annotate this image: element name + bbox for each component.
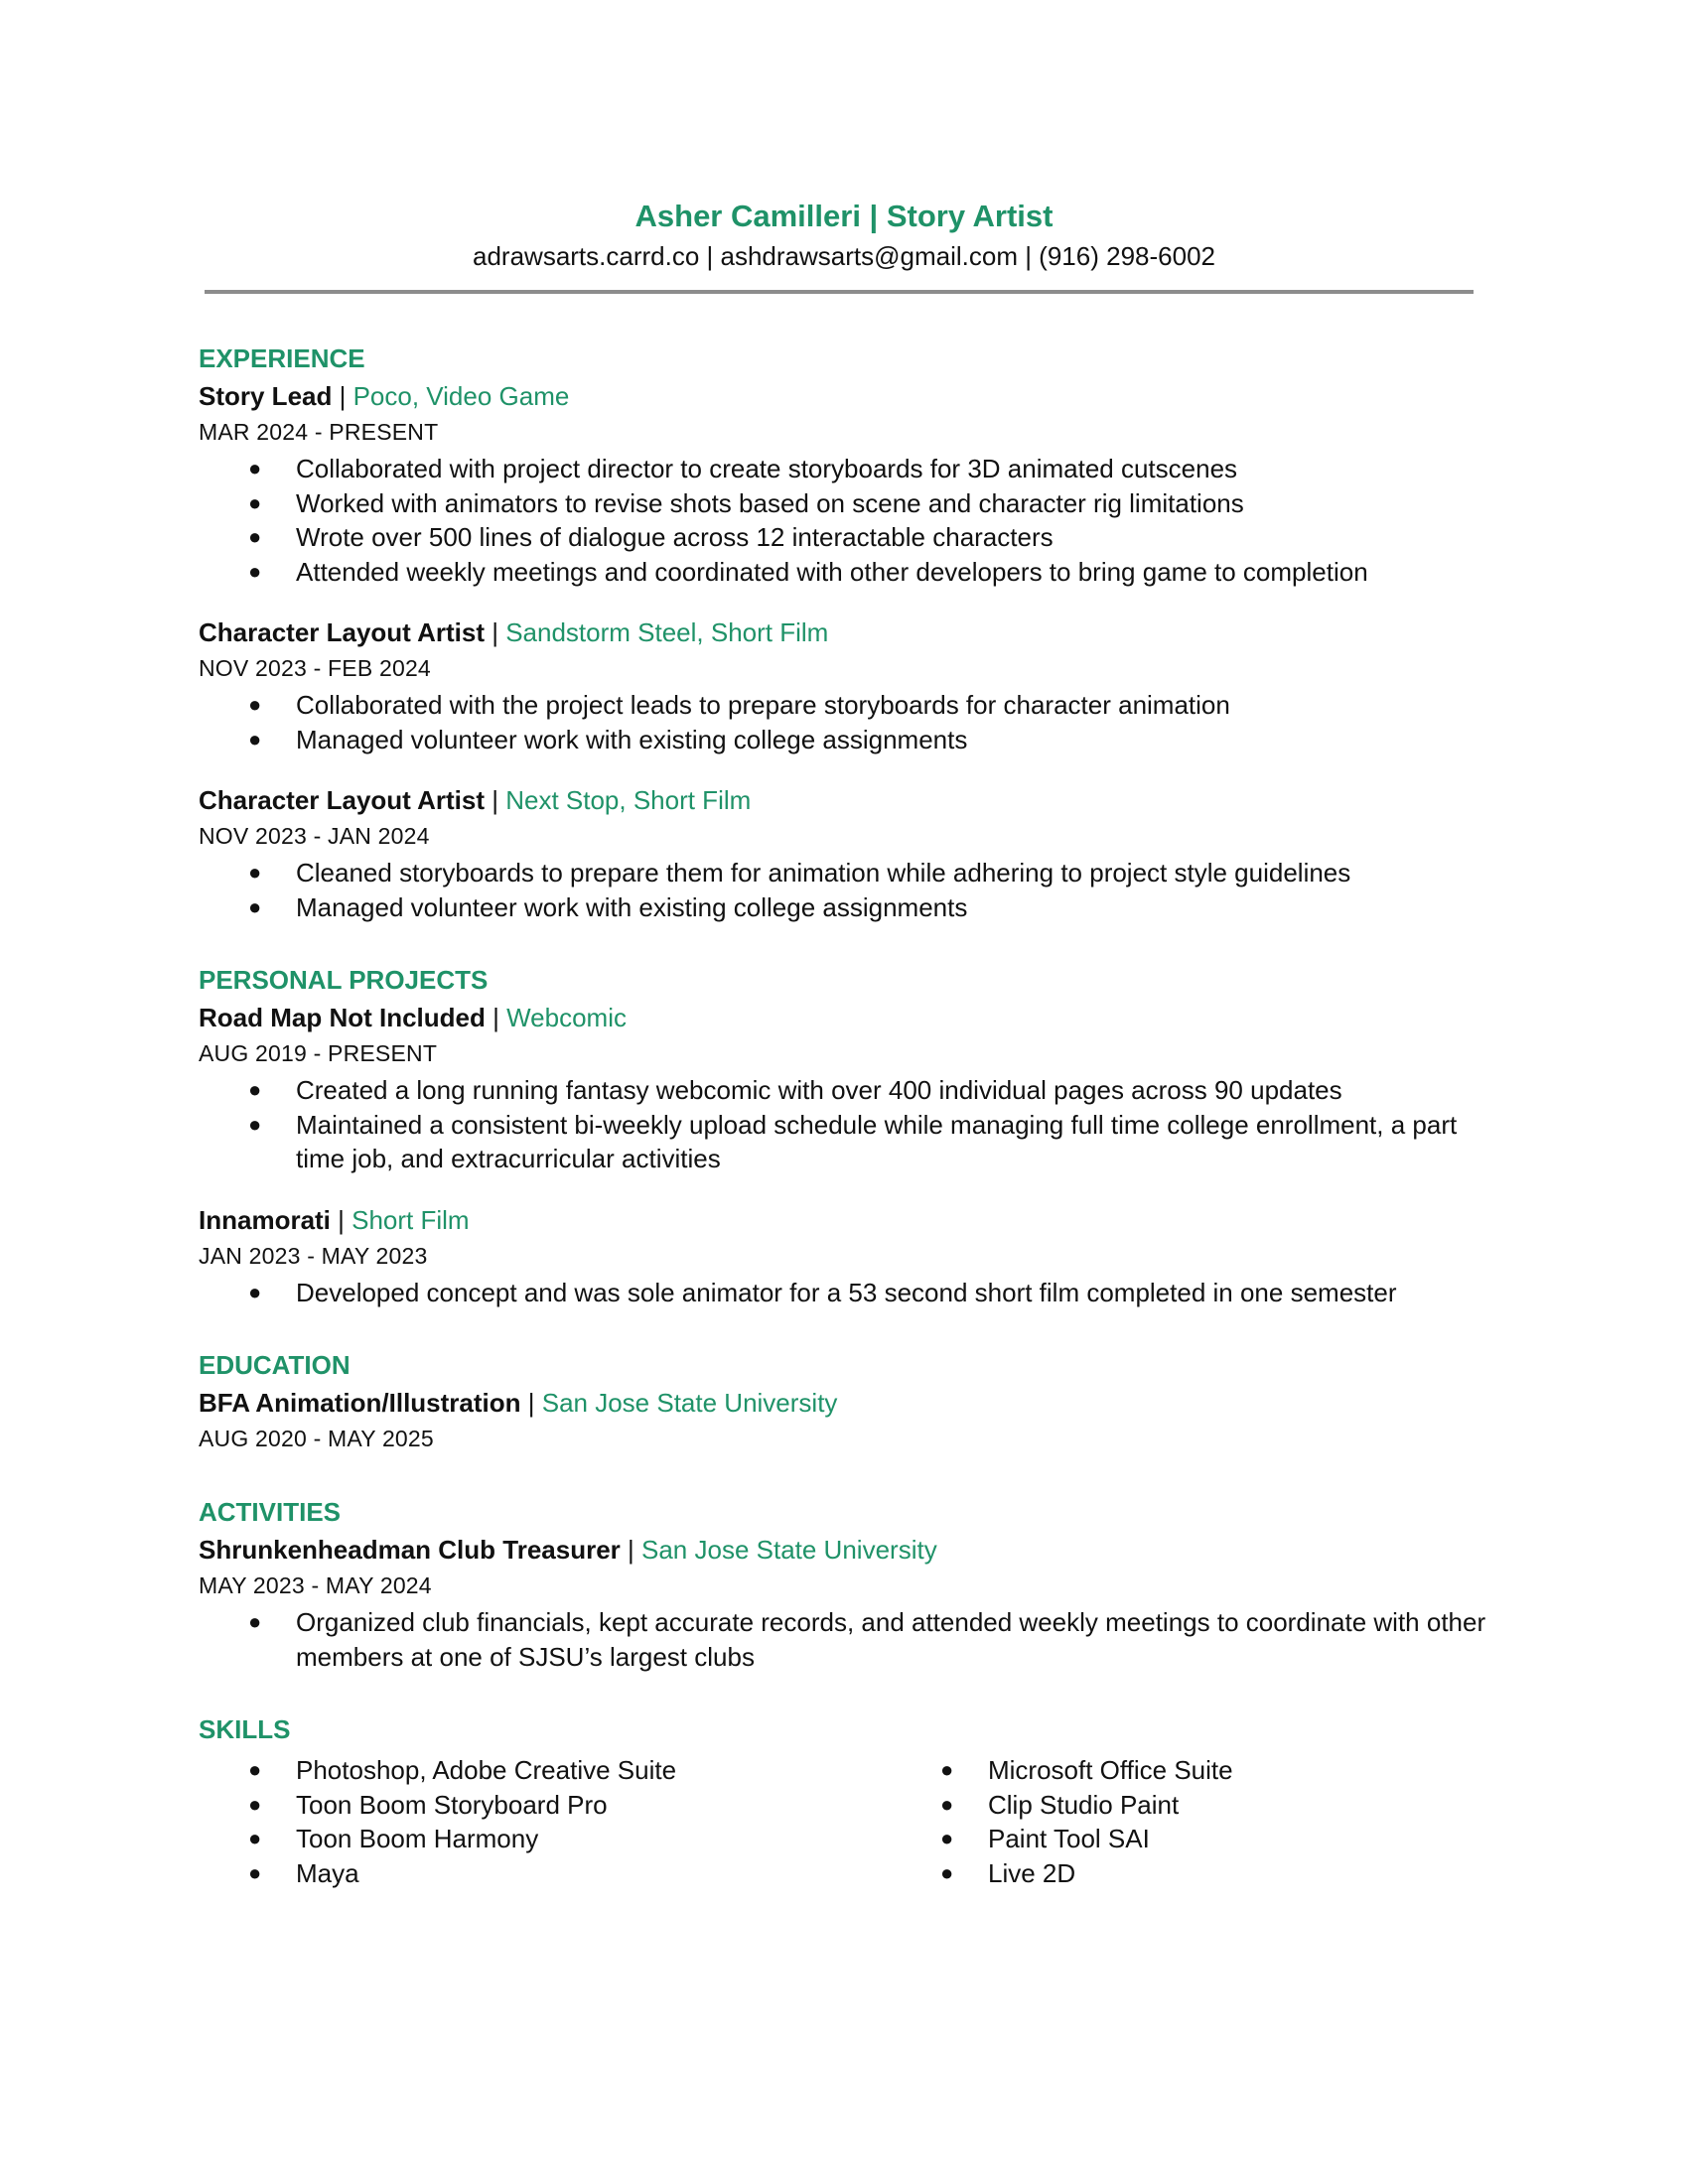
skill-item [199,1822,891,1856]
bullet-list [199,1073,1499,1176]
bullet-item [199,1276,1499,1310]
bullet-text: Collaborated with the project leads to prepare storyboards for character animation [296,690,1230,720]
section-heading: SKILLS [199,1714,291,1744]
entry-role: Shrunkenheadman Club Treasurer [199,1535,621,1565]
bullet-icon: ● [940,1826,954,1850]
skill-item [891,1856,1486,1891]
entry-dates: AUG 2020 - MAY 2025 [199,1426,434,1451]
bullet-list [199,452,1499,589]
bullet-text: Attended weekly meetings and coordinated with other developers to bring game to completion [296,556,1368,587]
bullet-text: Worked with animators to revise shots based on scene and character rig limitations [296,487,1244,518]
contact-line: adrawsarts.carrd.co | ashdrawsarts@gmail.com | (916) 298-6002 [473,241,1215,271]
entry-title [199,614,1499,650]
bullet-item [199,890,1499,925]
entry-title [199,378,1499,414]
entry-org: Webcomic [506,1003,627,1032]
bullet-item [199,555,1499,590]
section-heading: ACTIVITIES [199,1497,342,1527]
bullet-item [199,1108,1499,1176]
bullet-list [199,856,1499,924]
skill-text: Maya [296,1857,359,1888]
experience-entry [199,782,1499,924]
bullet-icon: ● [940,1791,954,1817]
bullet-icon: ● [248,860,262,885]
bullet-icon: ● [248,558,262,584]
education-section [199,1347,1499,1456]
bullet-icon: ● [248,1791,262,1817]
education-entry [199,1385,1499,1456]
experience-section [199,341,1499,924]
bullet-item [199,1605,1499,1674]
entry-role: Story Lead [199,381,333,411]
entry-dates: NOV 2023 - JAN 2024 [199,823,430,849]
skill-item [199,1753,891,1788]
bullet-icon: ● [248,893,262,919]
bullet-icon: ● [248,1279,262,1304]
entry-org: Sandstorm Steel, Short Film [505,617,829,647]
entry-role: Road Map Not Included [199,1003,486,1032]
bullet-text: Developed concept and was sole animator for a 53 second short film completed in one semester [296,1277,1397,1307]
entry-dates: JAN 2023 - MAY 2023 [199,1242,428,1269]
bullet-icon: ● [248,456,262,480]
resume-body [199,341,1499,1928]
bullet-text: Collaborated with project director to create storyboards for 3D animated cutscenes [296,454,1238,483]
bullet-icon: ● [248,1111,262,1137]
entry-title [199,1202,1499,1238]
entry-title [199,782,1499,818]
bullet-text: Managed volunteer work with existing college assignments [296,891,968,922]
entry-separator: | [485,1003,507,1032]
bullet-icon: ● [248,1826,262,1850]
entry-role: Character Layout Artist [199,785,485,815]
bullet-text: Organized club financials, kept accurate records, and attended weekly meetings to coordinate with other members at one of SJSU’s largest clubs [296,1607,1486,1672]
skill-item [891,1788,1486,1823]
section-heading: PERSONAL PROJECTS [199,965,489,995]
bullet-item [199,856,1499,890]
skill-text: Toon Boom Harmony [296,1824,539,1853]
header-divider [205,290,1474,294]
skills-list-left [199,1753,891,1890]
bullet-text: Cleaned storyboards to prepare them for animation while adhering to project style guidelines [296,858,1351,887]
entry-separator: | [332,381,353,411]
entry-title [199,1385,1499,1421]
entry-role: BFA Animation/Illustration [199,1388,521,1418]
resume-header [0,195,1688,274]
entry-separator: | [485,617,506,647]
bullet-icon: ● [248,726,262,751]
project-entry [199,1000,1499,1176]
bullet-list [199,1276,1499,1310]
bullet-icon: ● [248,1757,262,1782]
bullet-icon: ● [248,692,262,717]
bullet-icon: ● [248,1609,262,1634]
skill-text: Toon Boom Storyboard Pro [296,1789,608,1820]
bullet-text: Managed volunteer work with existing college assignments [296,724,968,754]
entry-role: Character Layout Artist [199,617,485,647]
project-entry [199,1202,1499,1310]
skill-text: Live 2D [988,1857,1076,1888]
activities-section [199,1494,1499,1674]
activity-entry [199,1532,1499,1674]
bullet-item [199,723,1499,757]
entry-org: San Jose State University [541,1388,838,1418]
entry-separator: | [485,785,506,815]
skill-text: Clip Studio Paint [988,1789,1180,1820]
entry-org: Short Film [352,1204,470,1235]
skills-section [199,1711,1499,1890]
skills-list-right [891,1753,1486,1890]
bullet-item [199,452,1499,486]
skill-item [891,1753,1486,1788]
entry-dates: MAR 2024 - PRESENT [199,419,439,445]
bullet-icon: ● [248,524,262,549]
bullet-text: Maintained a consistent bi-weekly upload schedule while managing full time college enrollment, a part time job, and extracurricular activities [296,1109,1458,1173]
bullet-text: Wrote over 500 lines of dialogue across 12 interactable characters [296,522,1054,552]
bullet-item [199,688,1499,723]
entry-title [199,1532,1499,1568]
skill-text: Microsoft Office Suite [988,1755,1233,1785]
bullet-icon: ● [248,1859,262,1885]
entry-org: San Jose State University [641,1535,937,1565]
section-heading: EXPERIENCE [199,343,365,373]
bullet-icon: ● [248,489,262,515]
experience-entry [199,378,1499,589]
entry-dates: AUG 2019 - PRESENT [199,1040,438,1066]
skill-text: Paint Tool SAI [988,1824,1150,1853]
skill-item [199,1856,891,1891]
experience-entry [199,614,1499,756]
entry-role: Innamorati [199,1204,331,1235]
bullet-text: Created a long running fantasy webcomic with over 400 individual pages across 90 updates [296,1075,1342,1105]
skill-item [199,1788,891,1823]
skills-columns [199,1751,1499,1890]
entry-title [199,1000,1499,1035]
entry-org: Poco, Video Game [352,381,570,411]
bullet-item [199,1073,1499,1108]
entry-dates: NOV 2023 - FEB 2024 [199,655,431,681]
entry-separator: | [620,1535,641,1565]
bullet-list [199,1605,1499,1674]
bullet-list [199,688,1499,756]
bullet-icon: ● [940,1859,954,1885]
skill-item [891,1822,1486,1856]
entry-separator: | [520,1388,542,1418]
section-heading: EDUCATION [199,1350,351,1380]
entry-dates: MAY 2023 - MAY 2024 [199,1572,432,1598]
entry-org: Next Stop, Short Film [505,785,752,815]
skill-text: Photoshop, Adobe Creative Suite [296,1755,677,1785]
personal-projects-section [199,962,1499,1309]
entry-separator: | [330,1204,352,1235]
bullet-icon: ● [940,1757,954,1782]
name-title: Asher Camilleri | Story Artist [634,199,1054,233]
bullet-icon: ● [248,1077,262,1102]
bullet-item [199,486,1499,521]
bullet-item [199,520,1499,555]
